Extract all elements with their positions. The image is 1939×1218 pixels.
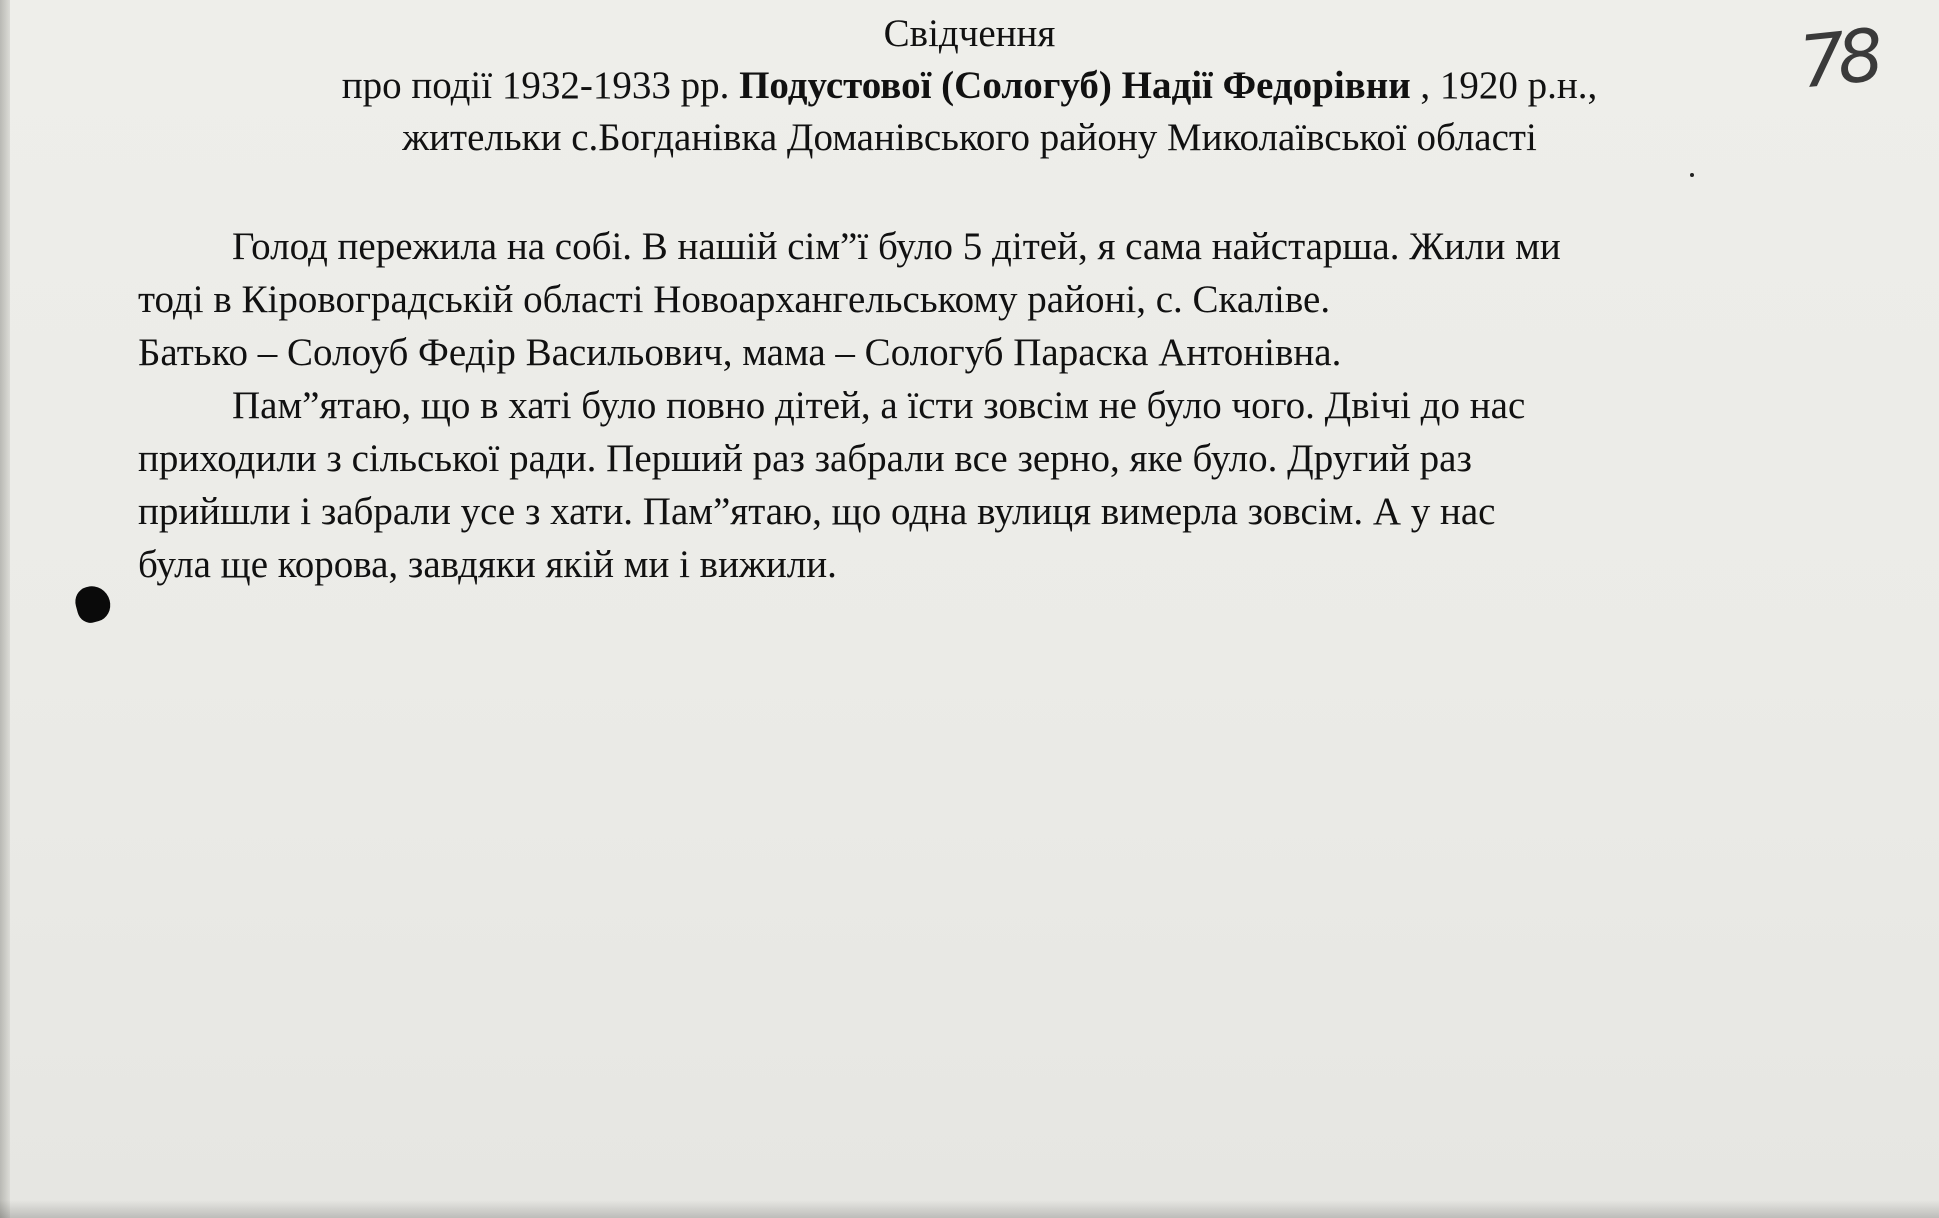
- witness-birth-year: , 1920 р.н.,: [1420, 64, 1598, 107]
- punch-hole: [72, 582, 114, 626]
- paragraph-1: [138, 220, 1828, 273]
- document-title: Свідчення: [883, 12, 1056, 55]
- parents-line: Батько – Солоуб Федір Васильович, мама – Сологуб Параска Антонівна.: [138, 331, 1342, 374]
- paragraph-1-line-1: Голод пережила на собі. В нашій сім”ї було 5 дітей, я сама найстарша. Жили ми: [232, 225, 1561, 268]
- witness-residence: жительки с.Богданівка Доманівського району Миколаївської області: [402, 116, 1537, 159]
- handwritten-page-number: 78: [1795, 13, 1880, 105]
- paragraph-1-line-2: тоді в Кіровоградській області Новоархангельському районі, с. Скаліве.: [138, 278, 1331, 321]
- paragraph-3-continued: [138, 432, 1828, 591]
- paragraph-3-line-2: приходили з сільської ради. Перший раз забрали все зерно, яке було. Другий раз: [138, 437, 1472, 480]
- document-header: [0, 8, 1939, 164]
- paragraph-3-line-1: Пам”ятаю, що в хаті було повно дітей, а їсти зовсім не було чого. Двічі до нас: [232, 384, 1526, 427]
- ink-dot: [1690, 173, 1694, 177]
- header-subject-line: [0, 60, 1939, 112]
- testimony-text: [138, 220, 1828, 591]
- paragraph-3-line-4: була ще корова, завдяки якій ми і вижили.: [138, 543, 837, 586]
- witness-name: Подустової (Сологуб) Надії Федорівни: [739, 64, 1411, 107]
- paragraph-2: [138, 326, 1828, 379]
- paragraph-3-line-3: прийшли і забрали усе з хати. Пам”ятаю, що одна вулиця вимерла зовсім. А у нас: [138, 490, 1496, 533]
- header-events-label: про події 1932-1933 рр.: [341, 64, 730, 107]
- paragraph-1-continued: [138, 273, 1828, 326]
- page-shadow: [0, 1200, 1939, 1218]
- paragraph-3: [138, 379, 1828, 432]
- page-edge: [0, 0, 10, 1218]
